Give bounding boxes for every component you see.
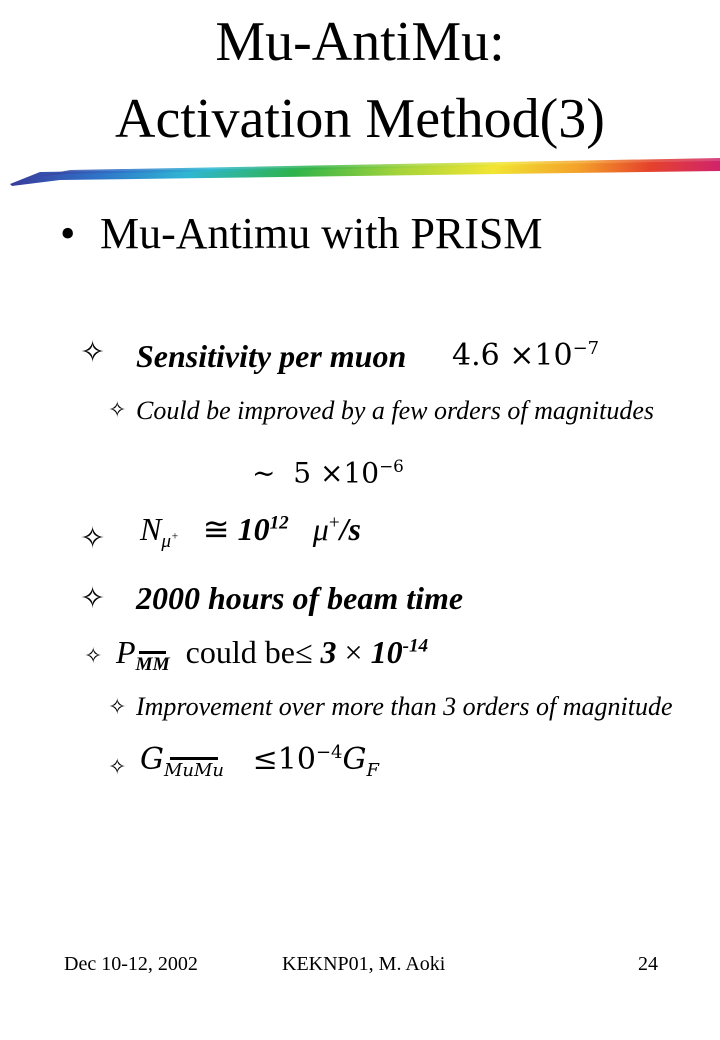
g-symbol: G [140, 742, 164, 777]
g-sub: MuMu [163, 760, 225, 781]
sensitivity-value [452, 338, 599, 373]
sensitivity-mantissa: 4.6 [452, 338, 500, 373]
n-sub: μ [161, 531, 171, 553]
p-symbol: P [116, 634, 136, 670]
p-sub: MM [135, 654, 170, 676]
rainbow-divider [0, 150, 720, 190]
improve-label: Could be improved by a few orders of magnitudes [136, 396, 655, 425]
sensitivity-exp: −7 [572, 338, 600, 359]
gf-symbol: G [342, 742, 367, 777]
n-sub-sup: + [170, 531, 179, 543]
ten-exp: 12 [269, 512, 289, 534]
slide-title-line2: Activation Method(3) [115, 88, 605, 150]
mu-symbol: μ [312, 511, 329, 547]
diamond-star-icon: ✧ [80, 581, 106, 616]
main-bullet [60, 208, 543, 259]
leq-symbol: ≤ [252, 742, 278, 777]
gf-sub: F [366, 760, 379, 781]
rate-unit: /s [339, 511, 361, 547]
mu-sup: + [328, 512, 340, 534]
n-symbol: N [140, 511, 162, 547]
bullet-dot: • [60, 209, 76, 258]
diamond-star-icon: ✧ [84, 644, 103, 669]
diamond-star-icon: ✧ [108, 755, 127, 780]
bullet-text: Mu-Antimu with PRISM [100, 209, 543, 258]
times-symbol: × [344, 634, 363, 670]
approx-symbol: ≅ [202, 511, 230, 547]
improve-exp: −6 [379, 456, 404, 476]
diamond-star-icon: ✧ [108, 695, 127, 720]
three: 3 [320, 634, 337, 670]
pmm-exp: -14 [402, 635, 429, 657]
leq-symbol: ≤ [294, 634, 313, 670]
pmm-formula [116, 634, 428, 676]
diamond-star-icon: ✧ [108, 398, 127, 423]
slide-title-line1: Mu-AntiMu: [215, 11, 505, 73]
muon-rate-formula [140, 510, 361, 553]
ten: 10 [370, 634, 403, 670]
diamond-star-icon: ✧ [80, 335, 106, 370]
orders-label: Improvement over more than 3 orders of magnitude [136, 692, 673, 721]
sensitivity-base: ×10 [509, 338, 573, 373]
beam-time-label: 2000 hours of beam time [136, 580, 464, 616]
improve-mantissa: 5 [293, 456, 312, 490]
ten: 10 [237, 511, 270, 547]
improve-base: ×10 [320, 456, 380, 490]
coupling-formula [140, 742, 379, 781]
tilde: ~ [252, 456, 276, 490]
coupling-exp: −4 [315, 742, 343, 763]
could-be-text: could be [185, 634, 295, 670]
ten: 10 [277, 742, 316, 777]
page-number: 24 [638, 953, 658, 975]
sensitivity-label: Sensitivity per muon [136, 338, 407, 374]
improve-value [252, 456, 404, 489]
diamond-star-icon: ✧ [80, 521, 106, 556]
footer-date: Dec 10-12, 2002 [64, 953, 198, 975]
footer-author: KEKNP01, M. Aoki [282, 953, 446, 975]
